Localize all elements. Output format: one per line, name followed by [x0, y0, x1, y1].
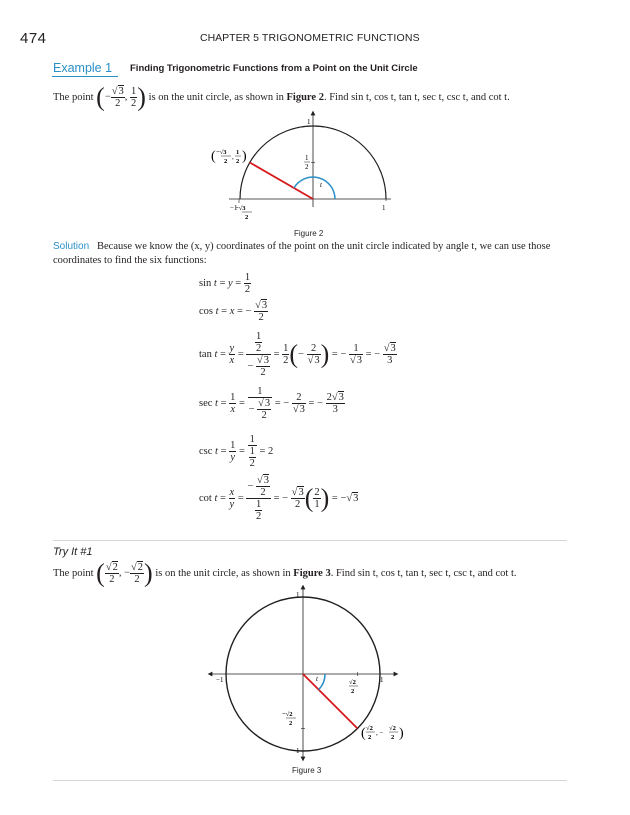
example-label: Example 1 [53, 61, 113, 75]
solution-label: Solution [53, 241, 90, 252]
angle-arc [294, 177, 335, 199]
example-prompt-figure: Figure 2 [286, 91, 324, 103]
tryit-prompt-mid: is on the unit circle, as shown in [155, 567, 291, 579]
figure-2-caption: Figure 2 [294, 229, 324, 238]
fig2-neg-root3-den: 2 [245, 214, 249, 221]
figure-3 [200, 585, 420, 765]
fig2-y-tick: 1 [307, 118, 311, 126]
fig3-point-y-den: 2 [391, 734, 395, 741]
fig3-root2-num: √2 [349, 679, 356, 686]
fig3-point-rparen: ) [399, 726, 404, 741]
fig3-point-comma: , − [376, 729, 384, 737]
fig2-angle-label: t [320, 181, 322, 189]
solution-line-1: Because we know the (x, y) coordinates of the point on the unit circle indicated by angle t, we can use those [97, 241, 551, 252]
fig3-y-top: 1 [296, 591, 300, 599]
fig2-point-y-num: 1 [236, 149, 240, 156]
tryit-prompt-start: The point [53, 567, 94, 579]
example-prompt-mid: is on the unit circle, as shown in [148, 91, 284, 103]
fig2-half-den: 2 [305, 163, 309, 171]
fig3-neg-root2-num: −√2 [282, 711, 293, 718]
page-number: 474 [20, 30, 47, 47]
fig3-angle-label: t [316, 675, 318, 683]
equation-sec: sec t = $\frac{1}{x}$ = 1 − $\frac{√3}{2}$ = − $\frac{2}{√3}$ = − $\frac{2√3}{3}$ [199, 386, 344, 421]
tryit-prompt: The point ( $\frac{√2}{2}$ , − $\frac{√2}{2}$ ) is on the unit circle, as shown in Figure 3. Find sin t, cos t, tan t, sec t, csc t, and cot t. [53, 558, 517, 588]
section-divider-bottom [53, 780, 567, 781]
radius-segment [250, 163, 313, 200]
fig3-root2-den: 2 [351, 688, 355, 695]
fig3-neg-root2-den: 2 [289, 720, 293, 727]
fig3-x-left: −1 [216, 676, 224, 684]
fig2-point-x-den: 2 [224, 158, 228, 165]
chapter-label: CHAPTER 5 [200, 32, 259, 44]
fig3-y-bottom: −1 [292, 747, 300, 755]
figure-3-caption: Figure 3 [292, 766, 322, 775]
fig2-point-y-den: 2 [236, 158, 240, 165]
equation-sin: sin t = y = $\frac{1}{2}$ [199, 272, 251, 295]
example-title: Finding Trigonometric Functions from a Point on the Unit Circle [130, 63, 418, 74]
fig2-x-pos-label: 1 [382, 204, 386, 212]
fig3-point-y-num: √2 [389, 725, 396, 732]
solution-paragraph [53, 240, 550, 254]
equation-cot: cot t = $\frac{x}{y}$ = − $\frac{√3}{2}$ $\frac{1}{2}$ = − $\frac{√3}{2}$ ( $\frac{2}{1}$ ) = −√3 [199, 475, 359, 522]
equation-csc: csc t = $\frac{1}{y}$ = $\frac{1}{\frac{1}{2}}$ = 2 [199, 434, 274, 469]
fig2-point-x-num: −√3 [216, 149, 227, 156]
angle-arc [319, 674, 325, 690]
fig2-half-num: 1 [305, 154, 309, 162]
equation-cos: cos t = x = − $\frac{√3}{2}$ [199, 300, 268, 323]
fig3-point-x-den: 2 [368, 734, 372, 741]
fig3-point-x-num: √2 [366, 725, 373, 732]
fig2-point-comma: , [232, 153, 234, 161]
tryit-label: Try It #1 [53, 546, 93, 558]
fig2-x-neg-label: −1 [230, 204, 238, 212]
chapter-header [200, 32, 420, 44]
fig2-neg-root3-num: −√3 [235, 205, 246, 212]
tryit-prompt-figure: Figure 3 [293, 567, 331, 579]
fig3-point-lparen: ( [361, 726, 366, 741]
example-underline [52, 76, 118, 77]
fig2-point-lparen: ( [211, 149, 216, 164]
section-divider-top [53, 540, 567, 541]
fig2-point-rparen: ) [242, 149, 247, 164]
solution-line-2: coordinates to find the six functions: [53, 255, 207, 266]
tryit-prompt-end: . Find sin t, cos t, tan t, sec t, csc t, and cot t. [330, 567, 517, 579]
chapter-title: TRIGONOMETRIC FUNCTIONS [261, 32, 420, 44]
fig3-x-right: 1 [380, 676, 384, 684]
example-prompt-start: The point [53, 91, 94, 103]
equation-tan: tan t = $\frac{y}{x}$ = $\frac{1}{2}$ − $\frac{√3}{2}$ = $\frac{1}{2}$ (− $\frac{2}{√3}$ ) = − $\frac{1}{√3}$ = − $\frac{√3}{3}$ [199, 331, 396, 378]
example-prompt-end: . Find sin t, cos t, tan t, sec t, csc t, and cot t. [323, 91, 510, 103]
example-prompt: The point (− $\frac{√3}{2}$ , $\frac{1}{2}$ ) is on the unit circle, as shown in Figure 2. Find sin t, cos t, tan t, sec t, csc t, and cot t. [53, 82, 510, 112]
figure-2 [195, 108, 415, 226]
